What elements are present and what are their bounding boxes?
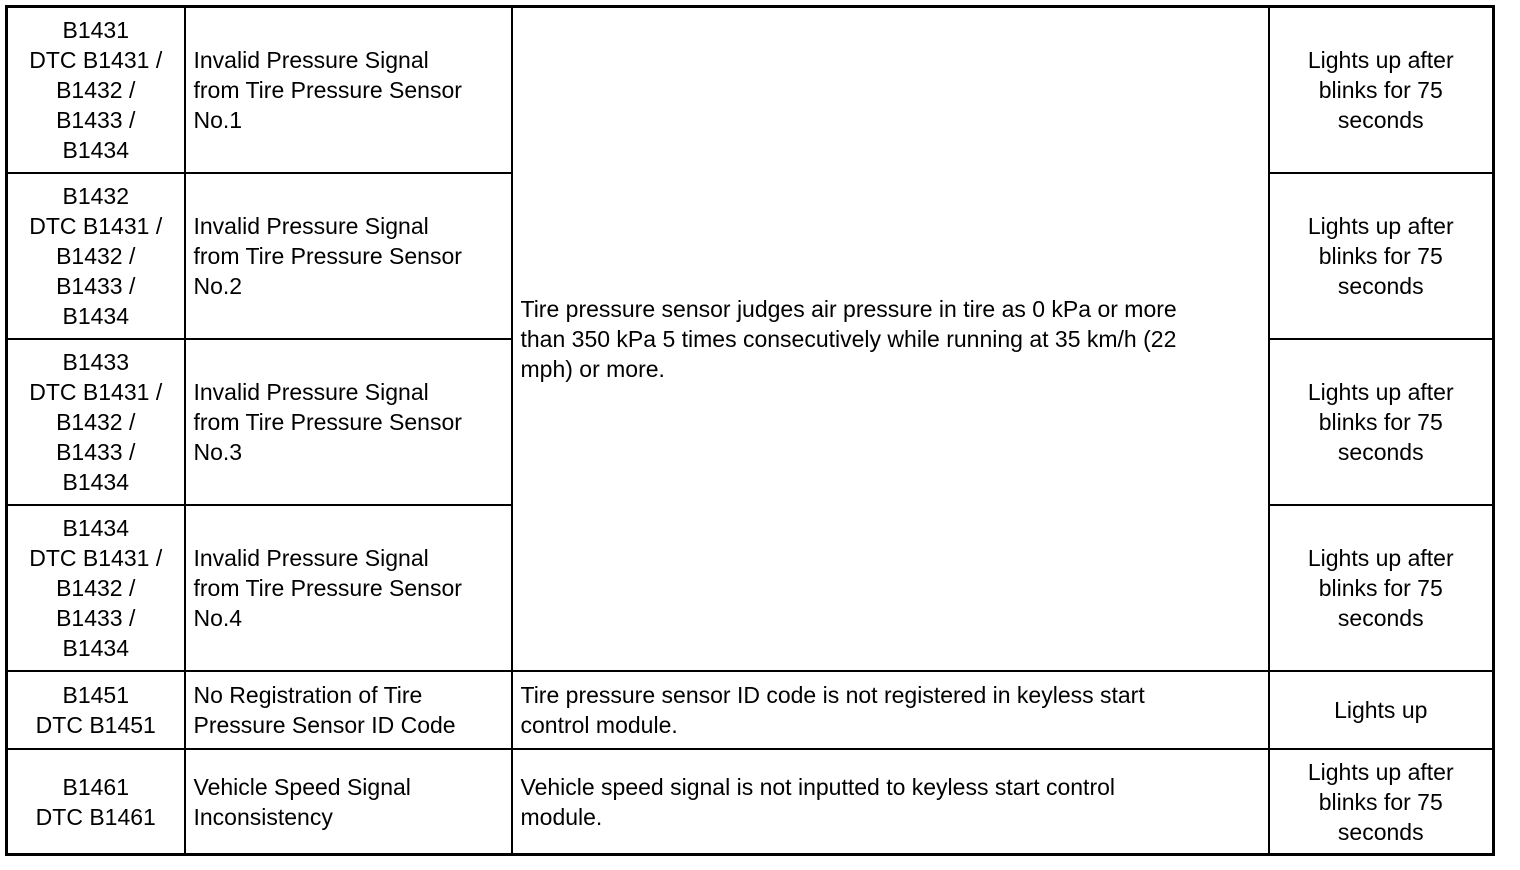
dtc-code: B1433 [62,349,129,375]
dtc-code-line: B1433 / [56,605,136,631]
dtc-code-line: B1434 [62,469,129,495]
dtc-code: B1461 [62,773,129,800]
dtc-code-line: B1434 [62,137,129,163]
dtc-code-line: B1432 / [56,243,136,269]
indicator-cell [1269,505,1494,671]
indicator-line: Lights up after [1307,758,1454,785]
dtc-name-line: Vehicle Speed Signal [193,773,411,800]
dtc-code-line: B1434 [62,303,129,329]
dtc-name-cell [185,505,512,671]
dtc-name-line: Pressure Sensor ID Code [193,712,456,738]
indicator-line: seconds [1337,273,1424,299]
indicator-line: seconds [1337,818,1424,845]
dtc-name-line: No.1 [193,107,243,133]
indicator-line: blinks for 75 [1318,243,1443,269]
dtc-name-cell [185,173,512,339]
dtc-code-cell [7,7,185,174]
indicator-cell [1269,7,1494,174]
dtc-name-line: from Tire Pressure Sensor [193,575,462,601]
dtc-code-cell [7,749,185,855]
dtc-code-line: B1433 / [56,439,136,465]
dtc-code-line: DTC B1431 / [29,545,163,571]
dtc-code-cell [7,339,185,505]
dtc-code-cell [7,173,185,339]
dtc-code-line: B1434 [62,635,129,661]
indicator-line: seconds [1337,605,1424,631]
dtc-code: B1434 [62,515,129,541]
condition-line: Vehicle speed signal is not inputted to keyless start control [520,773,1116,800]
dtc-name-line: No.3 [193,439,243,465]
dtc-name-cell [185,7,512,174]
dtc-name-cell [185,749,512,855]
condition-line: mph) or more. [520,356,665,382]
condition-line: control module. [520,712,678,738]
condition-line: module. [520,803,603,830]
indicator-line: seconds [1337,439,1424,465]
indicator-line: Lights up [1334,697,1428,723]
dtc-name-line: No Registration of Tire [193,682,423,708]
dtc-name-cell [185,339,512,505]
dtc-table [5,5,1495,856]
indicator-cell [1269,173,1494,339]
condition-line: than 350 kPa 5 times consecutively while running at 35 km/h (22 [520,326,1177,352]
indicator-line: Lights up after [1307,545,1454,571]
dtc-code: B1432 [62,183,129,209]
dtc-name-line: Invalid Pressure Signal [193,213,429,239]
dtc-name-line: No.4 [193,605,243,631]
dtc-name-line: from Tire Pressure Sensor [193,243,462,269]
table-row [7,749,1494,855]
indicator-line: blinks for 75 [1318,77,1443,103]
dtc-code-cell [7,671,185,749]
indicator-line: blinks for 75 [1318,788,1443,815]
dtc-code-line: B1432 / [56,575,136,601]
dtc-code-line: B1432 / [56,77,136,103]
dtc-name-line: No.2 [193,273,243,299]
detection-condition-cell [512,749,1269,855]
indicator-line: Lights up after [1307,47,1454,73]
dtc-name-line: Invalid Pressure Signal [193,47,429,73]
dtc-name-line: Invalid Pressure Signal [193,545,429,571]
dtc-code-line: DTC B1431 / [29,213,163,239]
dtc-name-line: from Tire Pressure Sensor [193,409,462,435]
indicator-line: blinks for 75 [1318,409,1443,435]
dtc-code-line: DTC B1431 / [29,379,163,405]
dtc-code: B1431 [62,17,129,43]
dtc-code-line: DTC B1451 [35,712,156,738]
dtc-name-line: Inconsistency [193,803,333,830]
indicator-line: blinks for 75 [1318,575,1443,601]
indicator-cell [1269,749,1494,855]
table-row [7,671,1494,749]
dtc-code-line: B1433 / [56,273,136,299]
indicator-line: Lights up after [1307,379,1454,405]
dtc-code-line: B1433 / [56,107,136,133]
dtc-code-line: DTC B1461 [35,803,156,830]
condition-line: Tire pressure sensor ID code is not registered in keyless start [520,682,1145,708]
dtc-name-line: Invalid Pressure Signal [193,379,429,405]
dtc-code-line: DTC B1431 / [29,47,163,73]
condition-line: Tire pressure sensor judges air pressure in tire as 0 kPa or more [520,296,1177,322]
indicator-cell [1269,339,1494,505]
dtc-code-cell [7,505,185,671]
indicator-cell [1269,671,1494,749]
detection-condition-cell [512,671,1269,749]
dtc-name-cell [185,671,512,749]
indicator-line: seconds [1337,107,1424,133]
dtc-code-line: B1432 / [56,409,136,435]
indicator-line: Lights up after [1307,213,1454,239]
table-row [7,7,1494,174]
dtc-name-line: from Tire Pressure Sensor [193,77,462,103]
detection-condition-cell [512,7,1269,672]
dtc-code: B1451 [62,682,129,708]
